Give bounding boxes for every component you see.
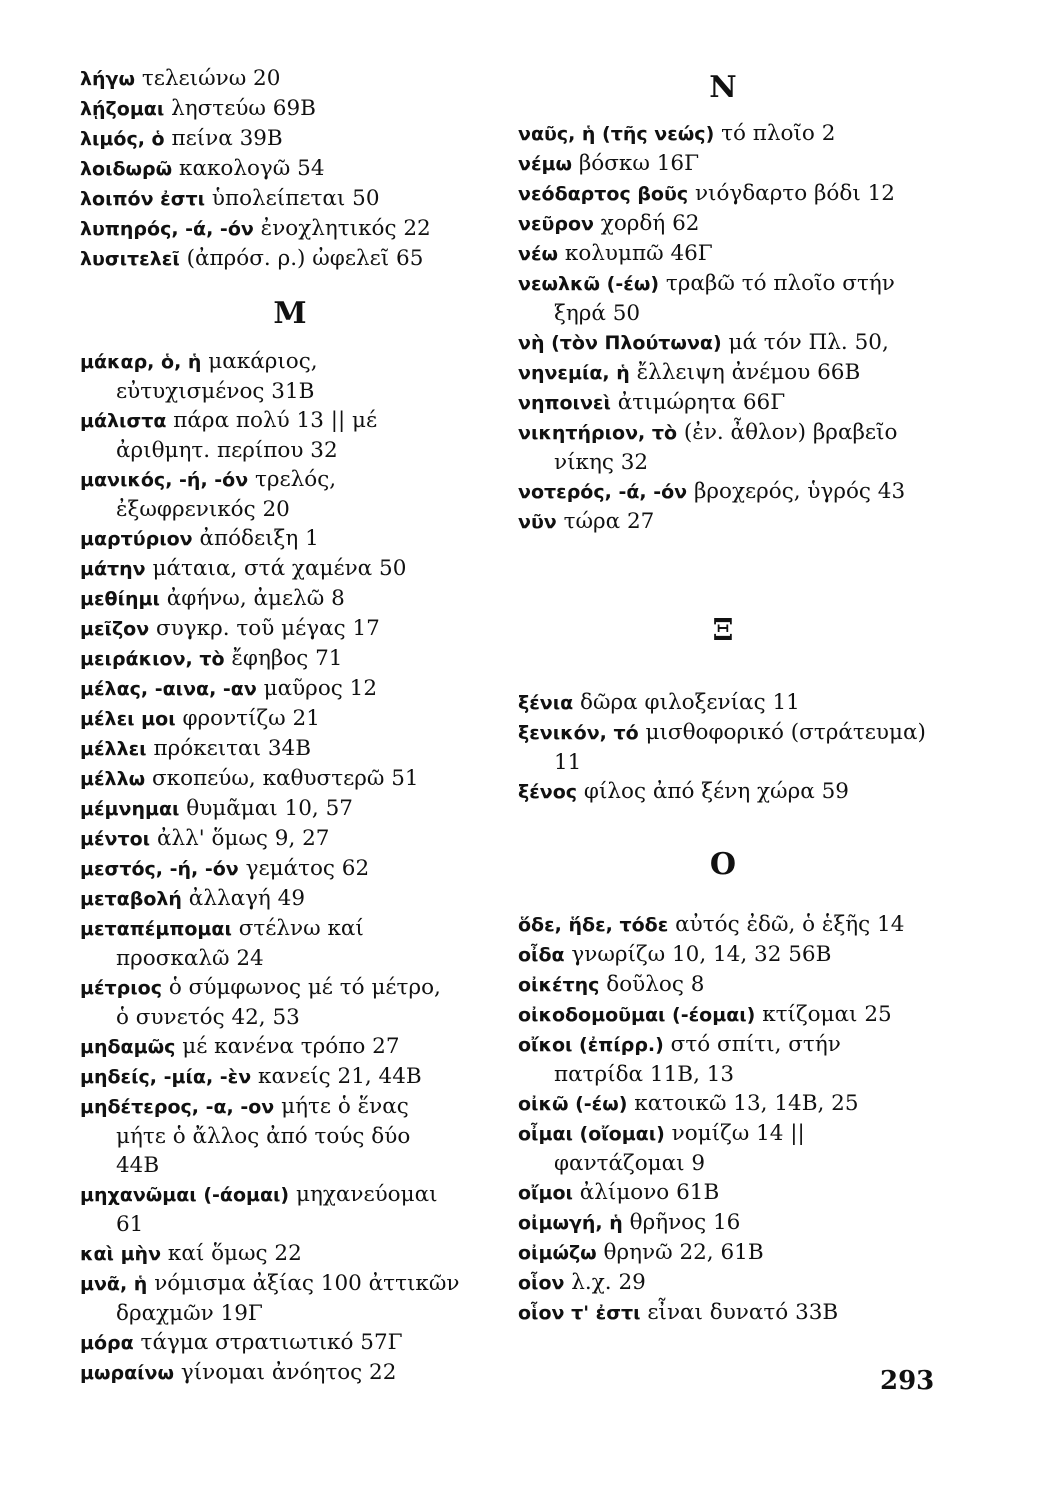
entry-translation: ἀτιμώρητα 66Γ [617,390,786,415]
entry-headword: οἰκοδομοῦμαι (-έομαι) [518,1004,756,1026]
index-entry [518,209,928,239]
entry-headword: οἶδα [518,944,565,966]
entries-mu [80,347,460,1388]
entry-translation: θρῆνος 16 [629,1210,741,1235]
entry-headword: μεστός, -ή, -όν [80,858,239,880]
entry-translation: νιόγδαρτο βόδι 12 [694,181,895,206]
index-entry [80,1032,460,1062]
index-entry [80,764,460,794]
entry-headword: λοιπόν ἐστι [80,188,206,210]
index-entry [518,940,928,970]
index-entry [518,1208,928,1238]
index-entry [80,614,460,644]
entry-translation: ἀπόδειξη 1 [199,526,319,551]
entry-translation: λ.χ. 29 [571,1270,646,1295]
entry-headword: λυσιτελεῖ [80,248,180,270]
index-entry [80,64,460,94]
entry-translation: τό πλοῖο 2 [721,121,836,146]
entry-headword: μάλιστα [80,410,167,432]
index-entry [518,358,928,388]
entry-translation: κατοικῶ 13, 14Β, 25 [634,1091,859,1116]
index-entry [518,477,928,507]
entry-translation: ἀφήνω, ἀμελῶ 8 [166,586,345,611]
index-entry [518,718,928,777]
entry-translation: στέλνω καί προσκαλῶ 24 [116,916,364,971]
entry-headword: μέμνημαι [80,798,180,820]
index-entry [80,794,460,824]
entry-headword: μέντοι [80,828,151,850]
entry-headword: μέλλω [80,768,146,790]
entry-translation: ἀλλαγή 49 [188,886,306,911]
entry-translation: κανείς 21, 44Β [258,1064,422,1089]
index-entry [518,388,928,418]
entries-xi [518,688,928,807]
index-entry [80,524,460,554]
entry-translation: θρηνῶ 22, 61Β [603,1240,764,1265]
index-entry [518,1268,928,1298]
index-entry [518,1030,928,1089]
index-entry [80,674,460,704]
entry-headword: μάκαρ, ὁ, ἡ [80,351,202,373]
entry-headword: μόρα [80,1332,134,1354]
index-entry [518,507,928,537]
entry-headword: ὅδε, ἥδε, τόδε [518,914,669,936]
index-entry [80,154,460,184]
entry-translation: μά τόν Πλ. 50, [728,330,889,355]
entry-translation: αὐτός ἐδῶ, ὁ ἑξῆς 14 [675,912,905,937]
letter-heading-x: Ξ [712,613,734,648]
entry-translation: φίλος ἀπό ξένη χώρα 59 [583,779,849,804]
index-entry [518,418,928,477]
index-entry [80,1062,460,1092]
entry-headword: νεῦρον [518,213,594,235]
entry-headword: οἴκοι (ἐπίρρ.) [518,1034,664,1056]
entry-headword: ξένος [518,781,578,803]
index-entry [80,644,460,674]
entry-headword: νέμω [518,153,573,175]
entry-headword: νῦν [518,511,557,533]
entry-headword: νικητήριον, τὸ [518,422,678,444]
entry-translation: βόσκω 16Γ [578,151,699,176]
entry-headword: ξενικόν, τό [518,722,639,744]
entry-translation: χορδή 62 [600,211,700,236]
entry-headword: νεωλκῶ (-έω) [518,273,660,295]
index-entry [80,184,460,214]
entry-translation: πείνα 39Β [171,126,283,151]
index-entry [80,914,460,973]
entry-headword: νηνεμία, ἡ [518,362,630,384]
entry-translation: νομίζω 14 || φαντάζομαι 9 [554,1121,805,1176]
index-entry [518,269,928,328]
entry-headword: μηχανῶμαι (-άομαι) [80,1184,290,1206]
index-entry [518,239,928,269]
index-entry [80,1092,460,1180]
entry-translation: κτίζομαι 25 [762,1002,892,1027]
entry-translation: στό σπίτι, στήν πατρίδα 11Β, 13 [554,1032,841,1087]
entry-translation: ληστεύω 69Β [171,96,316,121]
entry-headword: μέλας, -αινα, -αν [80,678,257,700]
index-entry [518,910,928,940]
entry-translation: ὑπολείπεται 50 [211,186,380,211]
index-entry [518,1089,928,1119]
entry-headword: οἰμωγή, ἡ [518,1212,623,1234]
index-entry [518,119,928,149]
index-entry [80,1239,460,1269]
entry-translation: καί ὅμως 22 [167,1241,302,1266]
entry-headword: μεταπέμπομαι [80,918,232,940]
entry-translation: τελειώνω 20 [141,66,281,91]
index-entry [80,584,460,614]
index-entry [80,554,460,584]
entry-translation: σκοπεύω, καθυστερῶ 51 [151,766,419,791]
entry-headword: μαρτύριον [80,528,193,550]
entry-headword: οἷον τ' ἐστι [518,1302,641,1324]
letter-heading-n: Ν [709,70,737,105]
index-entry [80,1328,460,1358]
index-entry [80,214,460,244]
entry-translation: μαῦρος 12 [263,676,378,701]
entry-headword: λυπηρός, -ά, -όν [80,218,254,240]
entry-translation: μάταια, στά χαμένα 50 [152,556,407,581]
entry-translation: κακολογῶ 54 [179,156,325,181]
entry-translation: γίνομαι ἀνόητος 22 [180,1360,397,1385]
entry-headword: νοτερός, -ά, -όν [518,481,688,503]
entry-translation: μισθοφορικό (στράτευμα) 11 [554,720,926,775]
index-entry [80,1269,460,1328]
index-entry [80,1358,460,1388]
entry-headword: μέλει μοι [80,708,176,730]
index-entry [518,1298,928,1328]
entry-translation: ἐνοχλητικός 22 [260,216,431,241]
index-entry [80,465,460,524]
index-entry [80,704,460,734]
entry-translation: γνωρίζω 10, 14, 32 56Β [571,942,832,967]
entries-omicron [518,910,928,1328]
entry-headword: ναῦς, ἡ (τῆς νεώς) [518,123,715,145]
index-entry [80,124,460,154]
entry-headword: μνᾶ, ἡ [80,1273,148,1295]
entry-headword: καὶ μὴν [80,1243,162,1265]
entry-headword: μανικός, -ή, -όν [80,469,249,491]
entry-translation: πάρα πολύ 13 || μέ ἀριθμητ. περίπου 32 [116,408,378,463]
entry-headword: μεθίημι [80,588,160,610]
index-entry [518,1000,928,1030]
index-entry [518,970,928,1000]
index-entry [518,179,928,209]
entry-headword: λῄζομαι [80,98,165,120]
letter-heading-m: Μ [273,296,307,331]
entry-translation: ἀλίμονο 61Β [579,1180,720,1205]
entries-lambda [80,64,460,274]
entry-translation: μήτε ὁ ἕνας μήτε ὁ ἄλλος ἀπό τούς δύο 44Β [116,1094,411,1178]
index-entry [518,1119,928,1178]
index-entry [80,854,460,884]
entry-translation: τραβῶ τό πλοῖο στήν ξηρά 50 [554,271,895,326]
entry-headword: μωραίνω [80,1362,175,1384]
index-entry [518,328,928,358]
entry-headword: μειράκιον, τὸ [80,648,225,670]
entry-translation: εἶναι δυνατό 33Β [647,1300,839,1325]
entry-headword: μηδείς, -μία, -ὲν [80,1066,252,1088]
entry-headword: οἶμαι (οἴομαι) [518,1123,665,1145]
entry-headword: νεόδαρτος βοῦς [518,183,689,205]
entry-translation: βροχερός, ὑγρός 43 [693,479,906,504]
index-entry [80,406,460,465]
index-entry [518,149,928,179]
entry-headword: μέτριος [80,977,163,999]
entry-translation: μέ κανένα τρόπο 27 [182,1034,400,1059]
left-column [80,64,460,1388]
entry-translation: τώρα 27 [563,509,655,534]
entry-headword: μέλλει [80,738,147,760]
index-entry [80,94,460,124]
entry-translation: ἔλλειψη ἀνέμου 66Β [636,360,861,385]
index-entry [80,734,460,764]
entry-translation: ἀλλ' ὅμως 9, 27 [156,826,330,851]
entry-headword: οἴμοι [518,1182,573,1204]
entry-headword: μεταβολή [80,888,182,910]
entry-translation: τρελός, ἐξωφρενικός 20 [116,467,337,522]
index-entry [80,884,460,914]
entry-translation: γεμάτος 62 [245,856,370,881]
entry-translation: δῶρα φιλοξενίας 11 [580,690,800,715]
page-number: 293 [880,1366,935,1396]
entry-headword: οἰκέτης [518,974,600,996]
index-entry [518,777,928,807]
index-entry [518,1178,928,1208]
entry-headword: μάτην [80,558,146,580]
entry-headword: οἰκῶ (-έω) [518,1093,628,1115]
entry-translation: θυμᾶμαι 10, 57 [186,796,353,821]
entry-translation: συγκρ. τοῦ μέγας 17 [156,616,380,641]
entry-translation: μηχανεύομαι 61 [116,1182,438,1237]
entry-translation: τάγμα στρατιωτικό 57Γ [140,1330,403,1355]
entry-headword: λοιδωρῶ [80,158,173,180]
entry-translation: ἔφηβος 71 [231,646,343,671]
entry-translation: (ἀπρόσ. ρ.) ὠφελεῖ 65 [186,246,424,271]
entry-headword: λήγω [80,68,136,90]
index-entry [80,973,460,1032]
entry-headword: οἷον [518,1272,565,1294]
index-entry [518,688,928,718]
entry-translation: ὁ σύμφωνος μέ τό μέτρο, ὁ συνετός 42, 53 [116,975,441,1030]
entry-headword: οἰμώζω [518,1242,597,1264]
entries-nu [518,119,928,537]
entry-headword: μεῖζον [80,618,150,640]
right-column [518,64,928,1328]
index-entry [518,1238,928,1268]
entry-headword: νηποινεὶ [518,392,611,414]
entry-headword: ξένια [518,692,574,714]
entry-headword: νὴ (τὸν Πλούτωνα) [518,332,722,354]
letter-heading-o: Ο [709,847,737,882]
entry-headword: νέω [518,243,559,265]
index-entry [80,347,460,406]
entry-translation: δοῦλος 8 [606,972,705,997]
entry-translation: (ἐν. ἆθλον) βραβεῖο νίκης 32 [554,420,898,475]
entry-headword: μηδέτερος, -α, -ον [80,1096,275,1118]
entry-headword: λιμός, ὁ [80,128,165,150]
index-entry [80,824,460,854]
index-entry [80,1180,460,1239]
entry-translation: φροντίζω 21 [182,706,320,731]
entry-translation: πρόκειται 34Β [153,736,311,761]
entry-translation: μακάριος, εὐτυχισμένος 31Β [116,349,318,404]
entry-headword: μηδαμῶς [80,1036,176,1058]
entry-translation: κολυμπῶ 46Γ [564,241,713,266]
index-entry [80,244,460,274]
entry-translation: νόμισμα ἀξίας 100 ἀττικῶν δραχμῶν 19Γ [116,1271,460,1326]
